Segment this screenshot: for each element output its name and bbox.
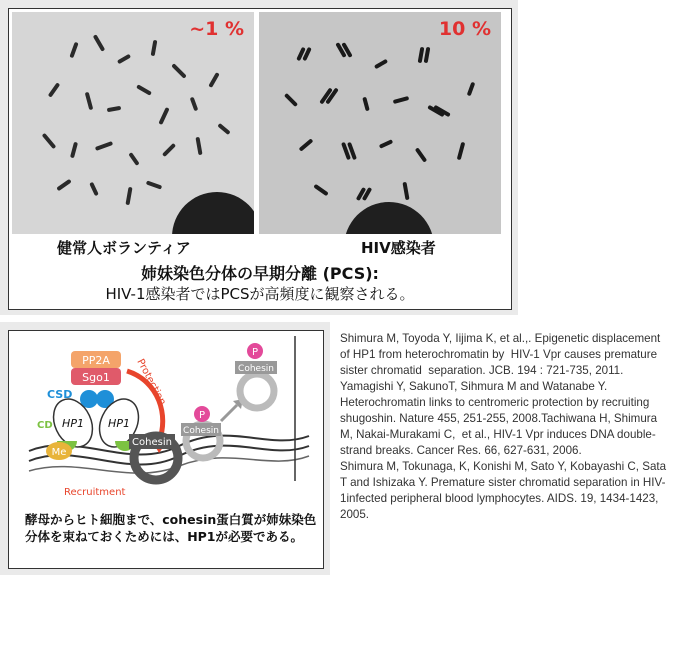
hp1-cohesin-diagram — [9, 331, 323, 506]
hp1-cohesin-figure — [0, 322, 330, 575]
hp1-cohesin-caption: 酵母からヒト細胞まで、cohesin蛋白質が姉妹染色分体を束ねておくためには、HP1が必要である。 — [25, 512, 317, 544]
reference-item: Shimura M, Tokunaga, K, Konishi M, Sato Y, Kobayashi C, Sata T and Ishizaka Y. Premature sister chromatid separation in HIV-1infected peripheral blood lymphocytes. AIDS. 19, 1434-1423, 2005. — [340, 460, 670, 521]
csd-label: CSD — [47, 388, 73, 401]
healthy-percentage: ~1 % — [189, 18, 244, 40]
release-arrow — [221, 405, 237, 421]
hiv-infected-label: HIV感染者 — [361, 239, 436, 257]
healthy-chromosome-spread-image — [12, 12, 254, 234]
cohesin-right-ring — [240, 374, 274, 408]
healthy-volunteer-label: 健常人ボランティア — [57, 239, 191, 257]
sgo1-label: Sgo1 — [82, 371, 110, 384]
hp1-left-label: HP1 — [62, 417, 84, 430]
healthy-chromosomes-illustration — [12, 12, 254, 234]
reference-item: Yamagishi Y, SakunoT, Sihmura M and Watanabe Y. Heterochromatin links to centromeric protection by recruiting shugoshin. Nature 455, 251-255, 2008.Tachiwana H, Shimura M, Nakai-Murakami C, et al., HIV-1 Vpr induces DNA double-strand breaks. Cancer Res. 66, 627-631, 2006. — [340, 380, 661, 457]
protection-label: Protection — [134, 357, 168, 408]
recruitment-label: Recruitment — [64, 487, 126, 498]
pp2a-label: PP2A — [82, 354, 110, 367]
top-figure — [0, 0, 518, 315]
cd-label: CD — [37, 420, 53, 431]
hp1-cohesin-frame — [8, 330, 324, 569]
hiv-percentage: 10 % — [438, 18, 491, 40]
cohesin-right-label: Cohesin — [238, 364, 274, 374]
pcs-title: 姉妹染色分体の早期分離 (PCS): — [141, 264, 379, 283]
hiv-chromosomes-illustration — [259, 12, 501, 234]
references-list — [340, 331, 670, 523]
p-mid-label: P — [198, 410, 206, 421]
me-label: Me — [51, 447, 67, 458]
p-top-label: P — [251, 347, 259, 358]
cohesin-center-label: Cohesin — [132, 437, 172, 448]
top-figure-frame — [8, 8, 512, 310]
pcs-subtitle: HIV-1感染者ではPCSが高頻度に観察される。 — [105, 285, 415, 303]
hp1-right-label: HP1 — [108, 417, 130, 430]
hiv-chromosome-spread-image — [259, 12, 501, 234]
cohesin-mid-label: Cohesin — [183, 426, 219, 436]
reference-item: Shimura M, Toyoda Y, Iijima K, et al.,. Epigenetic displacement of HP1 from heterochromatin by HIV-1 Vpr causes premature sister chromatid separation. JCB. 194 : 721-735, 2011. — [340, 332, 664, 377]
